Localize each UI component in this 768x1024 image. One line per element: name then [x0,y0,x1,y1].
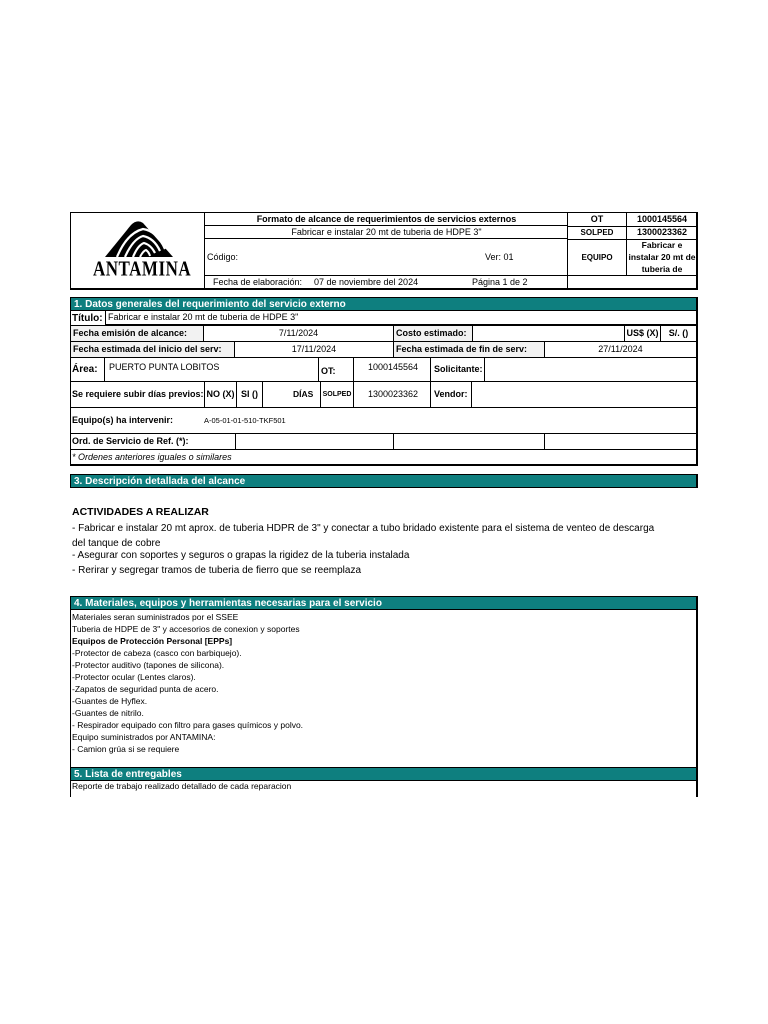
fecha-inicio-label: Fecha estimada del inicio del serv: [71,342,234,357]
form-title: Formato de alcance de requerimientos de servicios externos [205,213,568,226]
equipo-value: Fabricar e instalar 20 mt de tuberia de [628,240,696,274]
codigo-label: Código: [207,251,239,262]
material-line: Equipo suministrados por ANTAMINA: [72,732,216,742]
ot-value: 1000145564 [636,214,688,224]
pagina: Página 1 de 2 [472,277,528,287]
fecha-fin-label: Fecha estimada de fin de serv: [393,342,544,357]
ot-label: OT [590,214,604,224]
costo-label: Costo estimado: [393,326,472,341]
solped-value: 1300023362 [636,227,688,237]
material-line: -Protector de cabeza (casco con barbiquejo). [72,648,242,658]
section5-heading: 5. Lista de entregables [70,767,698,781]
antamina-logo-icon [103,219,175,259]
solicitante-label: Solicitante: [434,364,483,374]
material-line: Tuberia de HDPE de 3" y accesorios de conexion y soportes [72,624,300,634]
form-subtitle: Fabricar e instalar 20 mt de tuberia de HDPE 3" [205,226,568,239]
section4-heading: 4. Materiales, equipos y herramientas necesarias para el servicio [70,596,698,610]
ord-servicio-cell-2[interactable] [394,434,545,449]
activities-line-2: del tanque de cobre [72,538,161,549]
ordenes-note: * Ordenes anteriores iguales o similares [72,451,232,462]
material-line: Materiales seran suministrados por el SSEE [72,612,239,622]
material-line: -Protector auditivo (tapones de silicona). [72,660,225,670]
no-option[interactable]: NO (X) [204,382,237,407]
fecha-elaboracion-label: Fecha de elaboración: [213,277,303,287]
usd-option[interactable]: US$ (X) [625,326,661,341]
epp-heading: Equipos de Protección Personal [EPPs] [72,636,233,646]
fecha-emision-label: Fecha emisión de alcance: [71,326,203,341]
material-line: -Zapatos de seguridad punta de acero. [72,684,219,694]
costo-value-cell[interactable] [472,326,625,341]
material-line: -Guantes de Hyflex. [72,696,148,706]
section1-heading: 1. Datos generales del requerimiento del servicio externo [70,297,698,311]
titulo-label: Título: [72,312,103,324]
fecha-elaboracion-value: 07 de noviembre del 2024 [314,277,419,287]
material-line: -Guantes de nitrilo. [72,708,144,718]
section4-list [72,611,692,755]
area-value: PUERTO PUNTA LOBITOS [104,358,319,381]
equipo-intervenir-label: Equipo(s) ha intervenir: [72,415,174,425]
si-option[interactable]: SI () [237,382,263,407]
logo-cell [71,213,205,289]
material-line: - Respirador equipado con filtro para gases químicos y polvo. [72,720,304,730]
logo-text: ANTAMINA [93,256,192,281]
activities-line-3: - Asegurar con soportes y seguros o grapas la rigidez de la tuberia instalada [72,550,410,561]
material-line: - Camion grúa si se requiere [72,744,180,754]
ot-label-row: OT: [321,366,336,376]
activities-line-1: - Fabricar e instalar 20 mt aprox. de tuberia HDPR de 3" y conectar a tubo bridado existente para el sistema de venteo de descarga [72,523,655,534]
divider [568,275,697,276]
fecha-fin-value: 27/11/2024 [544,342,696,357]
fecha-emision-value: 7/11/2024 [203,326,393,341]
solicitante-value[interactable] [484,358,696,381]
activities-title: ACTIVIDADES A REALIZAR [72,506,209,518]
dias-label: DÍAS [293,389,314,399]
soles-option[interactable]: S/. () [668,328,689,338]
activities-line-4: - Rerirar y segregar tramos de tuberia de fierro que se reemplaza [72,565,362,576]
version: Ver: 01 [485,251,514,262]
section3-heading: 3. Descripción detallada del alcance [70,474,698,488]
solped-label-row: SOLPED [320,382,353,407]
fecha-inicio-value: 17/11/2024 [234,342,393,357]
vendor-label: Vendor: [434,389,468,399]
ord-servicio-cell-1[interactable] [235,434,394,449]
equipo-label: EQUIPO [581,252,613,262]
ot-value-row: 1000145564 [353,358,431,381]
header-block [70,212,698,290]
vendor-value[interactable] [471,382,696,407]
entregable-line: Reporte de trabajo realizado detallado de cada reparacion [72,781,292,791]
ord-servicio-label: Ord. de Servicio de Ref. (*): [72,436,189,446]
titulo-value: Fabricar e instalar 20 mt de tuberia de HDPE 3" [105,311,696,325]
material-line: -Protector ocular (Lentes claros). [72,672,196,682]
equipo-intervenir-value: A-05-01-01-510-TKF501 [204,416,286,425]
solped-value-row: 1300023362 [353,382,431,407]
subir-label: Se requiere subir días previos: [72,389,204,399]
solped-label: SOLPED [580,228,614,237]
area-label: Área: [72,364,98,375]
